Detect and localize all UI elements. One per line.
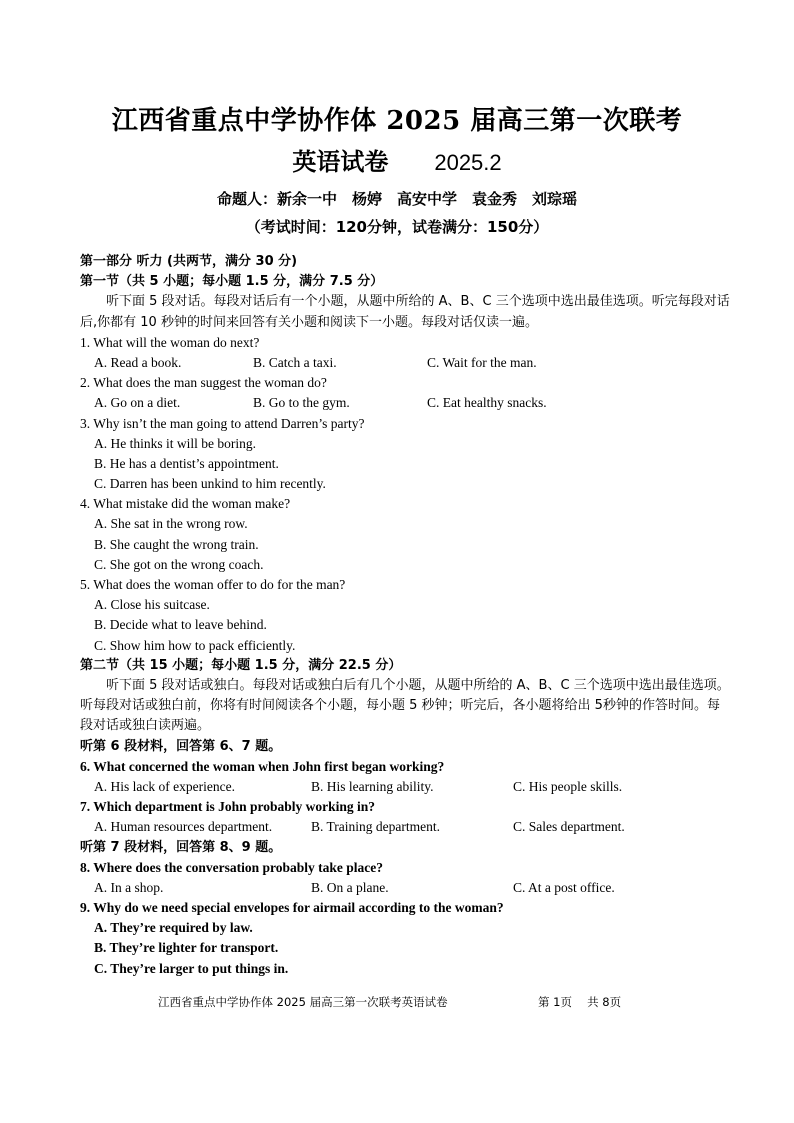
question-6-option-a: A. His lack of experience. [94,778,235,794]
question-7-option-c: C. Sales department. [513,819,625,835]
question-9-option-a: A. They’re required by law. [94,920,253,936]
question-7-option-b: B. Training department. [311,819,440,835]
section2-instruction [80,676,730,737]
question-1-stem: 1. What will the woman do next? [80,334,260,350]
question-3-option-c: C. Darren has been unkind to him recently. [94,476,326,492]
section1-instruction-line2: 听完每段对话后,你都有 10 秒钟的时间来回答有关小题和阅读下一小题。每段对话仅读一遍。 [80,294,730,330]
question-2-stem: 2. What does the man suggest the woman do? [80,375,327,391]
question-1-option-b: B. Catch a taxi. [253,354,337,370]
footer-title: 江西省重点中学协作体 2025 届高三第一次联考英语试卷 [158,995,448,1009]
question-5-option-c: C. Show him how to pack efficiently. [94,637,296,653]
question-5-option-a: A. Close his suitcase. [94,597,210,613]
question-9-option-c: C. They’re larger to put things in. [94,960,289,976]
question-2-options [80,393,730,413]
section2-instruction-line2: 最佳选项。听每段对话或独白前，你将有时间阅读各个小题，每小题 5 秒钟；听完后，各小题将给出 5 [80,677,730,714]
question-9-option-b: B. They’re lighter for transport. [94,940,279,956]
question-6-options [80,777,730,797]
question-8-option-b: B. On a plane. [311,879,389,895]
page-number: 第 1页 共 8页 [538,995,622,1009]
question-7-options [80,817,730,837]
authors-line: 命题人：新余一中 杨婷 高安中学 袁金秀 刘琮瑶 [216,190,577,208]
question-6-option-b: B. His learning ability. [311,778,434,794]
question-6-stem: 6. What concerned the woman when John first began working? [80,758,445,774]
section1-heading: 第一节（共 5 小题；每小题 1.5 分，满分 7.5 分） [80,274,384,290]
material-7-label: 听第 7 段材料，回答第 8、9 题。 [80,839,282,855]
section1-instruction [80,292,730,332]
question-1-option-a: A. Read a book. [94,354,182,370]
question-5-stem: 5. What does the woman offer to do for the man? [80,577,346,593]
question-1-options [80,353,730,373]
exam-subtitle [0,142,794,177]
section1-instruction-line1: 听下面 5 段对话。每段对话后有一个小题，从题中所给的 A、B、C 三个选项中选出最佳选项。 [106,294,652,310]
part1-heading: 第一部分 听力 (共两节，满分 30 分) [80,254,298,269]
question-3-option-a: A. He thinks it will be boring. [94,435,256,451]
question-1-option-c: C. Wait for the man. [427,354,537,370]
question-8-options [80,878,730,898]
exam-body [80,252,730,979]
section2-instruction-line1: 听下面 5 段对话或独白。每段对话或独白后有几个小题，从题中所给的 A、B、C 三个选项中选出 [106,677,665,693]
material-6-label: 听第 6 段材料，回答第 6、7 题。 [80,738,282,754]
section2-instruction-line3: 秒钟的作答时间。每段对话或独白读两遍。 [80,698,720,734]
exam-title: 江西省重点中学协作体 2025 届高三第一次联考 [111,106,683,136]
page-footer [158,994,678,1010]
exam-info: （考试时间：120分钟，试卷满分：150分） [245,218,549,236]
question-5-option-b: B. Decide what to leave behind. [94,617,267,633]
question-4-option-b: B. She caught the wrong train. [94,536,259,552]
question-9-stem: 9. Why do we need special envelopes for airmail according to the woman? [80,900,504,916]
question-8-option-a: A. In a shop. [94,879,164,895]
question-4-stem: 4. What mistake did the woman make? [80,496,291,512]
section2-heading: 第二节（共 15 小题；每小题 1.5 分，满分 22.5 分） [80,657,402,673]
question-3-stem: 3. Why isn’t the man going to attend Darren’s party? [80,415,365,431]
question-7-stem: 7. Which department is John probably working in? [80,799,376,815]
question-3-option-b: B. He has a dentist’s appointment. [94,455,279,471]
exam-date: 2025.2 [434,150,502,175]
subject-title: 英语试卷 [292,147,389,176]
question-4-option-a: A. She sat in the wrong row. [94,516,248,532]
question-2-option-c: C. Eat healthy snacks. [427,395,547,411]
question-8-stem: 8. Where does the conversation probably take place? [80,859,383,875]
question-2-option-a: A. Go on a diet. [94,395,181,411]
question-8-option-c: C. At a post office. [513,879,615,895]
question-6-option-c: C. His people skills. [513,778,623,794]
question-2-option-b: B. Go to the gym. [253,395,350,411]
question-7-option-a: A. Human resources department. [94,819,273,835]
question-4-option-c: C. She got on the wrong coach. [94,556,264,572]
